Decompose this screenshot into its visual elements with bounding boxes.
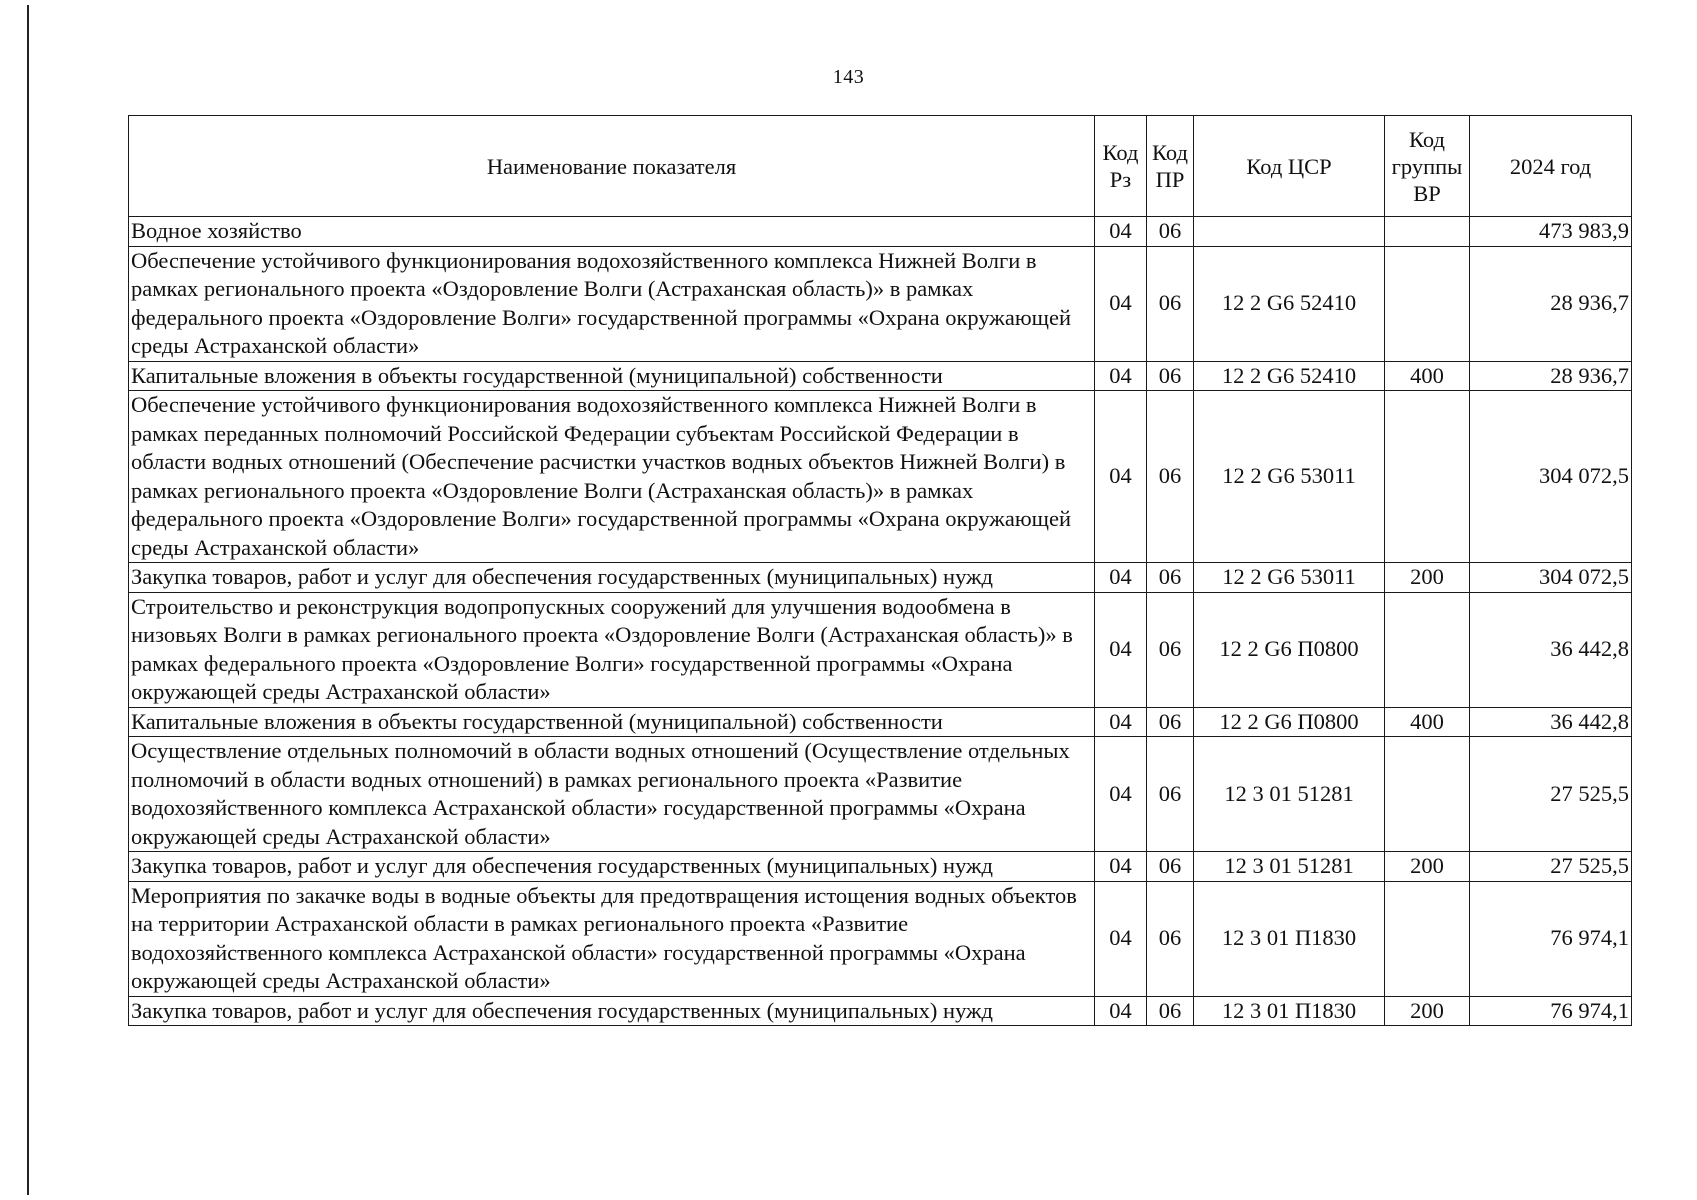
budget-table (128, 115, 1632, 1026)
table-row (129, 217, 1632, 247)
cell-csr: 12 2 G6 П0800 (1194, 592, 1385, 707)
cell-amount: 304 072,5 (1470, 391, 1632, 563)
table-header (129, 116, 1632, 217)
cell-rz: 04 (1095, 852, 1147, 882)
cell-pr: 06 (1147, 852, 1194, 882)
cell-csr: 12 3 01 П1830 (1194, 881, 1385, 996)
cell-vr (1385, 592, 1470, 707)
cell-rz: 04 (1095, 246, 1147, 361)
cell-name: Водное хозяйство (129, 217, 1095, 247)
cell-csr: 12 2 G6 53011 (1194, 391, 1385, 563)
cell-name: Строительство и реконструкция водопропускных сооружений для улучшения водообмена в низовьях Волги в рамках регионального проекта «Оздоровление Волги (Астраханская область)» в рамках федерального проекта «Оздоровление Волги» государственной программы «Охрана окружающей среды Астраханской области» (129, 592, 1095, 707)
cell-name: Капитальные вложения в объекты государственной (муниципальной) собственности (129, 361, 1095, 391)
table-row (129, 361, 1632, 391)
cell-pr: 06 (1147, 737, 1194, 852)
cell-csr: 12 3 01 П1830 (1194, 996, 1385, 1026)
cell-vr: 200 (1385, 563, 1470, 593)
cell-amount: 304 072,5 (1470, 563, 1632, 593)
cell-vr (1385, 737, 1470, 852)
cell-amount: 36 442,8 (1470, 707, 1632, 737)
cell-rz: 04 (1095, 592, 1147, 707)
col-header-pr: Код ПР (1147, 116, 1194, 217)
table-row (129, 391, 1632, 563)
cell-name: Закупка товаров, работ и услуг для обеспечения государственных (муниципальных) нужд (129, 563, 1095, 593)
table-row (129, 996, 1632, 1026)
cell-rz: 04 (1095, 881, 1147, 996)
cell-pr: 06 (1147, 246, 1194, 361)
table-row (129, 737, 1632, 852)
col-header-name: Наименование показателя (129, 116, 1095, 217)
cell-amount: 76 974,1 (1470, 881, 1632, 996)
cell-csr: 12 2 G6 52410 (1194, 361, 1385, 391)
cell-name: Обеспечение устойчивого функционирования водохозяйственного комплекса Нижней Волги в рамках регионального проекта «Оздоровление Волги (Астраханская область)» в рамках федерального проекта «Оздоровление Волги» государственной программы «Охрана окружающей среды Астраханской области» (129, 246, 1095, 361)
col-header-year: 2024 год (1470, 116, 1632, 217)
cell-amount: 27 525,5 (1470, 737, 1632, 852)
cell-pr: 06 (1147, 391, 1194, 563)
cell-rz: 04 (1095, 217, 1147, 247)
table-row (129, 852, 1632, 882)
cell-rz: 04 (1095, 563, 1147, 593)
cell-vr (1385, 881, 1470, 996)
cell-vr (1385, 391, 1470, 563)
col-header-rz: Код Рз (1095, 116, 1147, 217)
cell-amount: 28 936,7 (1470, 361, 1632, 391)
cell-rz: 04 (1095, 737, 1147, 852)
cell-name: Обеспечение устойчивого функционирования водохозяйственного комплекса Нижней Волги в рамках переданных полномочий Российской Федерации субъектам Российской Федерации в области водных отношений (Обеспечение расчистки участков водных объектов Нижней Волги) в рамках регионального проекта «Оздоровление Волги (Астраханская область)» в рамках федерального проекта «Оздоровление Волги» государственной программы «Охрана окружающей среды Астраханской области» (129, 391, 1095, 563)
cell-pr: 06 (1147, 707, 1194, 737)
table-row (129, 881, 1632, 996)
cell-amount: 473 983,9 (1470, 217, 1632, 247)
cell-pr: 06 (1147, 361, 1194, 391)
col-header-vr: Код группы ВР (1385, 116, 1470, 217)
header-row (129, 116, 1632, 217)
table-row (129, 592, 1632, 707)
cell-vr: 200 (1385, 852, 1470, 882)
cell-rz: 04 (1095, 361, 1147, 391)
col-header-csr: Код ЦСР (1194, 116, 1385, 217)
table-body (129, 217, 1632, 1026)
cell-vr: 200 (1385, 996, 1470, 1026)
cell-vr (1385, 217, 1470, 247)
table-row (129, 707, 1632, 737)
cell-pr: 06 (1147, 217, 1194, 247)
cell-csr: 12 2 G6 52410 (1194, 246, 1385, 361)
cell-pr: 06 (1147, 881, 1194, 996)
cell-name: Осуществление отдельных полномочий в области водных отношений (Осуществление отдельных полномочий в области водных отношений) в рамках регионального проекта «Развитие водохозяйственного комплекса Астраханской области» государственной программы «Охрана окружающей среды Астраханской области» (129, 737, 1095, 852)
cell-rz: 04 (1095, 391, 1147, 563)
binding-margin-line (27, 5, 29, 1195)
cell-csr: 12 2 G6 53011 (1194, 563, 1385, 593)
cell-vr: 400 (1385, 707, 1470, 737)
cell-vr: 400 (1385, 361, 1470, 391)
cell-pr: 06 (1147, 592, 1194, 707)
cell-csr (1194, 217, 1385, 247)
table-row (129, 563, 1632, 593)
cell-rz: 04 (1095, 996, 1147, 1026)
table-row (129, 246, 1632, 361)
cell-csr: 12 2 G6 П0800 (1194, 707, 1385, 737)
cell-csr: 12 3 01 51281 (1194, 852, 1385, 882)
cell-pr: 06 (1147, 996, 1194, 1026)
cell-vr (1385, 246, 1470, 361)
cell-name: Капитальные вложения в объекты государственной (муниципальной) собственности (129, 707, 1095, 737)
cell-amount: 27 525,5 (1470, 852, 1632, 882)
cell-amount: 76 974,1 (1470, 996, 1632, 1026)
cell-amount: 36 442,8 (1470, 592, 1632, 707)
cell-name: Мероприятия по закачке воды в водные объекты для предотвращения истощения водных объектов на территории Астраханской области в рамках регионального проекта «Развитие водохозяйственного комплекса Астраханской области» государственной программы «Охрана окружающей среды Астраханской области» (129, 881, 1095, 996)
cell-csr: 12 3 01 51281 (1194, 737, 1385, 852)
cell-name: Закупка товаров, работ и услуг для обеспечения государственных (муниципальных) нужд (129, 996, 1095, 1026)
cell-pr: 06 (1147, 563, 1194, 593)
cell-amount: 28 936,7 (1470, 246, 1632, 361)
cell-name: Закупка товаров, работ и услуг для обеспечения государственных (муниципальных) нужд (129, 852, 1095, 882)
page-number: 143 (832, 66, 865, 88)
cell-rz: 04 (1095, 707, 1147, 737)
